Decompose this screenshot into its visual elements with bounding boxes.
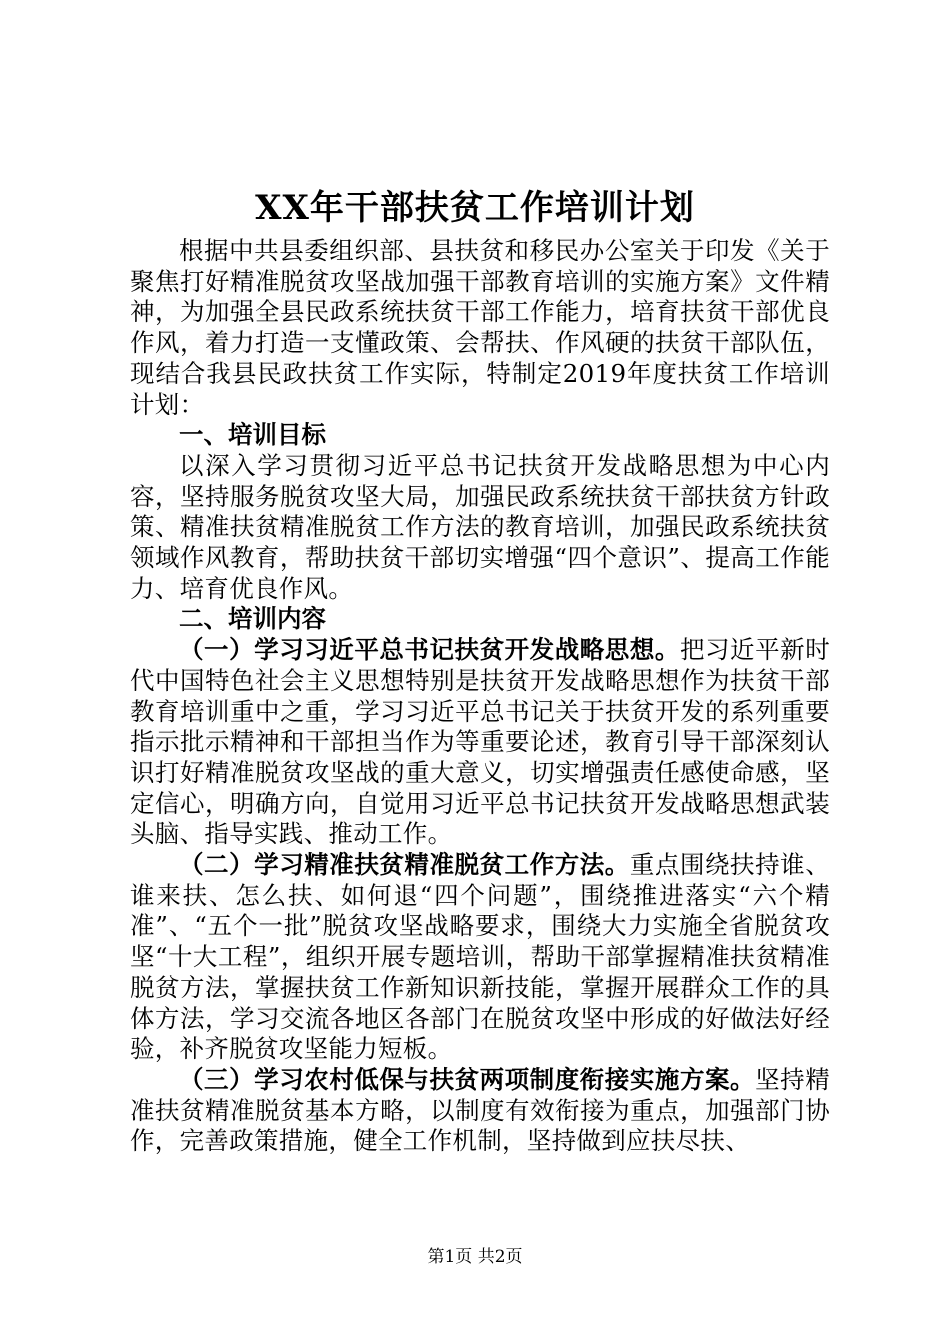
content-item-3-text: 坚持精准扶贫精准脱贫基本方略，以制度有效衔接为重点，加强部门协作，完善政策措施，健全工作机制，坚持做到应扶尽扶、 <box>130 1064 830 1156</box>
content-item-1-text: 把习近平新时代中国特色社会主义思想特别是扶贫开发战略思想作为扶贫干部教育培训重中之重，学习习近平总书记关于扶贫开发的系列重要指示批示精神和干部担当作为等重要论述，教育引导干部深刻认识打好精准脱贫攻坚战的重大意义，切实增强责任感使命感，坚定信心，明确方向，自觉用习近平总书记扶贫开发战略思想武装头脑、指导实践、推动工作。 <box>130 635 830 849</box>
intro-paragraph: 根据中共县委组织部、县扶贫和移民办公室关于印发《关于聚焦打好精准脱贫攻坚战加强干部教育培训的实施方案》文件精神，为加强全县民政系统扶贫干部工作能力，培育扶贫干部优良作风，着力打造一支懂政策、会帮扶、作风硬的扶贫干部队伍，现结合我县民政扶贫工作实际，特制定2019年度扶贫工作培训计划： <box>130 236 830 419</box>
document-title: XX年干部扶贫工作培训计划 <box>255 188 695 228</box>
goals-paragraph: 以深入学习贯彻习近平总书记扶贫开发战略思想为中心内容，坚持服务脱贫攻坚大局，加强民政系统扶贫干部扶贫方针政策、精准扶贫精准脱贫工作方法的教育培训，加强民政系统扶贫领域作风教育，帮助扶贫干部切实增强“四个意识”、提高工作能力、培育优良作风。 <box>130 450 830 603</box>
content-item-2-lead: （二）学习精准扶贫精准脱贫工作方法。 <box>179 850 630 880</box>
section-heading-goals: 一、培训目标 <box>179 420 326 450</box>
section-heading-content: 二、培训内容 <box>179 604 326 634</box>
content-item-1 <box>130 635 830 850</box>
content-item-3 <box>130 1065 830 1157</box>
content-item-2 <box>130 850 830 1065</box>
content-item-2-text: 重点围绕扶持谁、谁来扶、怎么扶、如何退“四个问题”，围绕推进落实“六个精准”、“五个一批”脱贫攻坚战略要求，围绕大力实施全省脱贫攻坚“十大工程”，组织开展专题培训，帮助干部掌握精准扶贫精准脱贫方法，掌握扶贫工作新知识新技能，掌握开展群众工作的具体方法，学习交流各地区各部门在脱贫攻坚中形成的好做法好经验，补齐脱贫攻坚能力短板。 <box>130 850 830 1064</box>
document-body <box>130 236 830 1157</box>
page-footer: 第1页 共2页 <box>427 1247 523 1267</box>
content-item-3-lead: （三）学习农村低保与扶贫两项制度衔接实施方案。 <box>179 1064 756 1094</box>
content-item-1-lead: （一）学习习近平总书记扶贫开发战略思想。 <box>179 635 680 665</box>
